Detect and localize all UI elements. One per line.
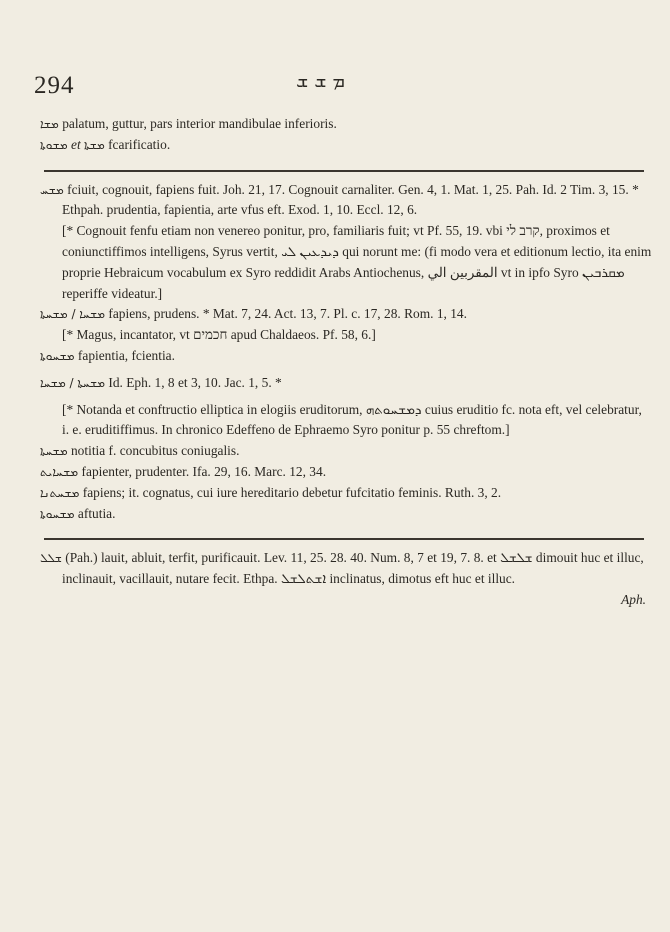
- entry-line: ܡܫܚܘܬܐ aftutia.: [40, 505, 116, 521]
- entry-paragraph: ܡܫܚܐ / ܡܫܚܬܐ fapiens, prudens. * Mat. 7, 24. Act. 13, 7. Pl. c. 17, 28. Rom. 1, 14.: [40, 306, 467, 322]
- entry-paragraph: ܡܫܚ fciuit, cognouit, fapiens fuit. Joh. 21, 17. Cognouit carnaliter. Gen. 4, 1. Mat. 1, 25. Pah. Id. 2 Tim. 3, 15. * Ethpah. prudentia, fapientia, arte vfus eft. Exod. 1, 10. Eccl. 12, 6.: [40, 181, 639, 218]
- entry-line: ܡܫܘܬܐ et ܡܫܬܐ fcarificatio.: [40, 136, 171, 152]
- section-rule: [44, 170, 644, 172]
- note-paragraph: [* Notanda et conftructio elliptica in elogiis eruditorum, ܕܡܫܚܘܬܗ cuius eruditio fc. nota eft, vel celebratur, i. e. eruditiffimus. In chronico Edeffeno de Ephraemo Syro ponitur p. 55 chreftom.]: [62, 401, 642, 438]
- entry-line: ܡܫܚܐܝܬ fapienter, prudenter. Ifa. 29, 16. Marc. 12, 34.: [40, 463, 327, 479]
- section-rule: [44, 538, 644, 540]
- page-number: 294: [34, 72, 75, 99]
- note-paragraph: [* Magus, incantator, vt חכמים apud Chaldaeos. Pf. 58, 6.]: [62, 327, 376, 343]
- entry-line: ܡܫܚܬܐ notitia f. concubitus coniugalis.: [40, 443, 240, 459]
- page-body: [40, 114, 652, 611]
- running-head: ܡ ܫ ܫ: [296, 70, 345, 92]
- entry-line: ܡܫܚܬܐ / ܡܫܚܐ Id. Eph. 1, 8 et 3, 10. Jac. 1, 5. *: [40, 374, 282, 390]
- note-paragraph: [* Cognouit fenfu etiam non venereo ponitur, pro, familiaris fuit; vt Pf. 55, 19. vbi קרב לי, proximos et coniunctiffimos intelligens, Syrus vertit, ܕܝܕܥܝܢ ܠܝ qui norunt me: (fi modo vera et editionum lectio, ita enim proprie Hebraicum vocabulum ex Syro reddidit Arabs Antiochenus, المقربين الي vt in ipfo Syro ܡܩܪܒܝܢ reperiffe videatur.]: [62, 223, 652, 301]
- entry-paragraph: ܡܫܚܬܢܐ fapiens; it. cognatus, cui iure hereditario debetur fufcitatio feminis. Ruth. 3, 2.: [40, 484, 502, 500]
- catchword: Aph.: [621, 591, 646, 607]
- entry-line: ܡܫܐ palatum, guttur, pars interior mandibulae inferioris.: [40, 116, 337, 131]
- entry-paragraph: ܫܠܠ (Pah.) lauit, abluit, terfit, purificauit. Lev. 11, 25. 28. 40. Num. 8, 7 et 19, 7. 8. et ܫܠܫܠ dimouit huc et illuc, inclinauit, vacillauit, nutare fecit. Ethpa. ܐܫܬܠܫܠ inclinatus, dimotus eft huc et illuc.: [40, 550, 644, 587]
- entry-line: ܡܫܚܘܬܐ fapientia, fcientia.: [40, 347, 175, 363]
